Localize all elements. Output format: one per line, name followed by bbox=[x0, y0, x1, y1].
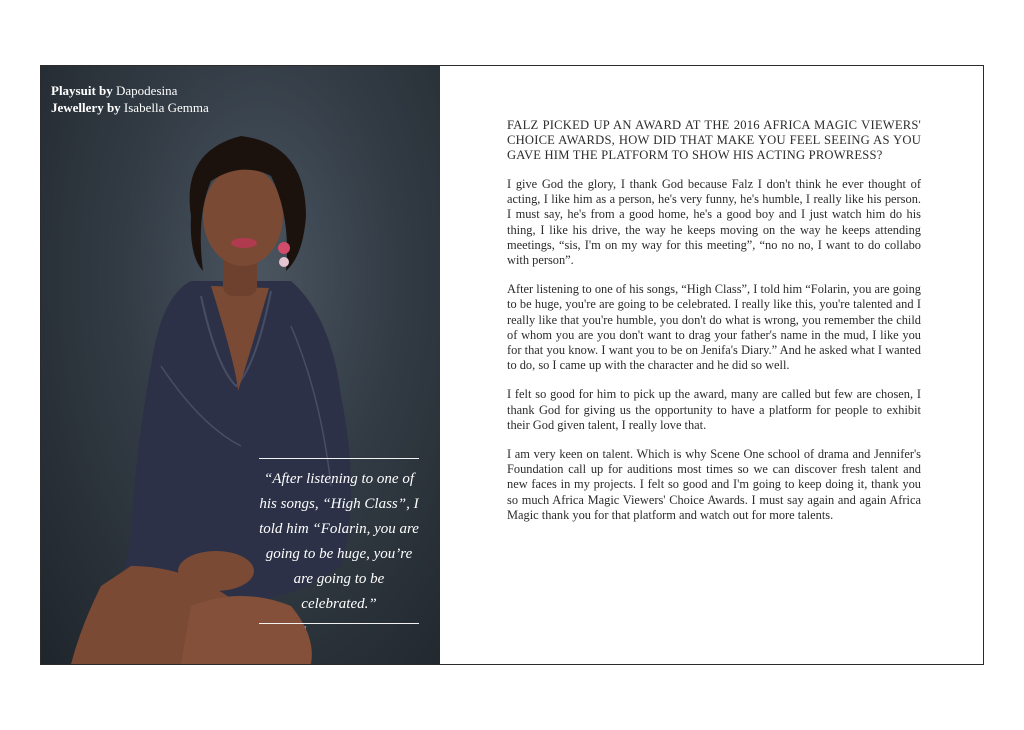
magazine-spread bbox=[40, 65, 984, 665]
article-body bbox=[507, 118, 921, 537]
pull-quote bbox=[259, 458, 419, 624]
answer-paragraph-2: After listening to one of his songs, “High Class”, I told him “Folarin, you are going to be huge, you're are going to be celebrated. I really like this, you're talented and I really like that you're humble, you don't do what is wrong, you remember the child of whom you are you don't want to drag your father's name in the mud, I like you for that you know. I want you to be on Jenifa's Diary.” And he asked what I wanted to do, so I came up with the character and he did so well. bbox=[507, 282, 921, 373]
answer-paragraph-3: I felt so good for him to pick up the award, many are called but few are chosen, I thank God for giving us the opportunity to have a platform for people to exhibit their God given talent, I really love that. bbox=[507, 387, 921, 432]
answer-paragraph-1: I give God the glory, I thank God because Falz I don't think he ever thought of acting, I like him as a person, he's very funny, he's humble, I really like his person. I must say, he's from a good home, he's a good boy and I just watch him do his thing, I like his drive, the way he keeps moving on the way he keeps attending meetings, “sis, I'm on my way for this meeting”, “no no no, I want to do collabo with person”. bbox=[507, 177, 921, 268]
hands bbox=[178, 551, 254, 591]
interview-question: FALZ PICKED UP AN AWARD AT THE 2016 AFRICA MAGIC VIEWERS' CHOICE AWARDS, HOW DID THAT MAKE YOU FEEL SEEING AS YOU GAVE HIM THE PLATFORM TO SHOW HIS ACTING PROWRESS? bbox=[507, 118, 921, 162]
credit-jewellery: Jewellery by Isabella Gemma bbox=[51, 100, 209, 115]
answer-paragraph-4: I am very keen on talent. Which is why Scene One school of drama and Jennifer's Foundation call up for auditions most times so we can discover fresh talent and new faces in my projects. I felt so good and I'm going to keep doing it, thank you so much Africa Magic Viewers' Choice Awards. I must say again and again Africa Magic thank you for that platform and watch out for more talents. bbox=[507, 447, 921, 522]
pull-quote-text: “After listening to one of his songs, “High Class”, I told him “Folarin, you are going to be huge, you’re are going to be celebrated.” bbox=[259, 471, 419, 612]
pull-quote-bottom-rule bbox=[259, 623, 419, 624]
wardrobe-credits bbox=[51, 82, 209, 116]
face bbox=[203, 166, 283, 266]
earring bbox=[278, 242, 290, 254]
credit-playsuit: Playsuit by Dapodesina bbox=[51, 83, 178, 98]
portrait-photo bbox=[41, 66, 440, 664]
